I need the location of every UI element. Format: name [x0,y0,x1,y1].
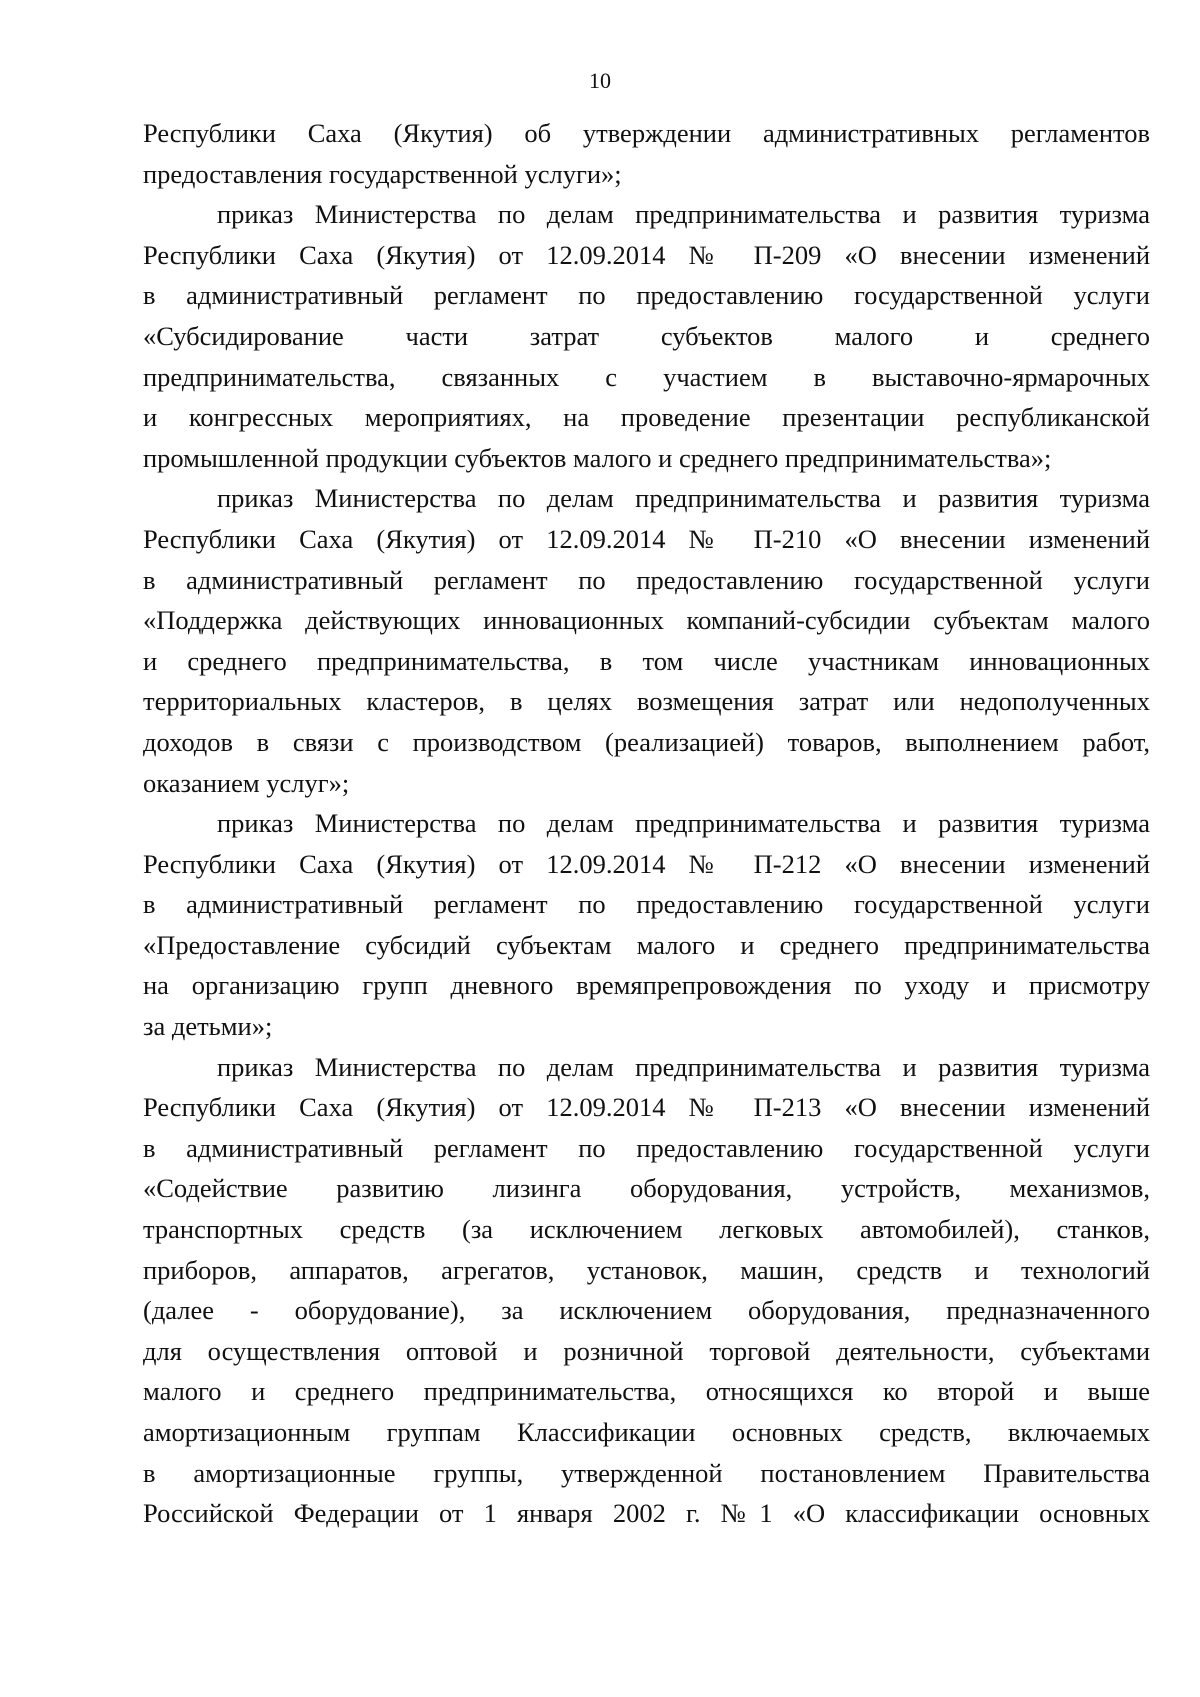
text-line: в административный регламент по предоставлению государственной услуги [143,280,1150,311]
document-body [143,113,1150,1534]
text-line: «Поддержка действующих инновационных компаний-субсидии субъектам малого [143,605,1150,636]
text-line: Российской Федерации от 1 января 2002 г. №1 «О классификации основных [143,1498,1150,1529]
text-line: предоставления государственной услуги»; [143,158,622,189]
text-line: приказ Министерства по делам предпринимательства и развития туризма [217,199,1150,230]
text-line: в амортизационные группы, утвержденной постановлением Правительства [143,1457,1150,1488]
text-line: в административный регламент по предоставлению государственной услуги [143,564,1150,595]
text-line: приказ Министерства по делам предпринимательства и развития туризма [217,1051,1150,1082]
page-number: 10 [589,68,611,93]
text-line: в административный регламент по предоставлению государственной услуги [143,1132,1150,1163]
paragraph [143,194,1150,478]
text-line: «Содействие развитию лизинга оборудования, устройств, механизмов, [143,1173,1150,1204]
text-line: малого и среднего предпринимательства, относящихся ко второй и выше [143,1376,1150,1407]
text-line: доходов в связи с производством (реализацией) товаров, выполнением работ, [143,726,1150,757]
paragraph [143,1047,1150,1534]
paragraph [143,803,1150,1047]
text-line: для осуществления оптовой и розничной торговой деятельности, субъектами [143,1335,1150,1366]
text-line: приказ Министерства по делам предпринимательства и развития туризма [217,483,1150,514]
text-line: «Предоставление субсидий субъектам малого и среднего предпринимательства [143,929,1150,960]
text-line: амортизационным группам Классификации основных средств, включаемых [143,1417,1150,1447]
text-line: приказ Министерства по делам предпринимательства и развития туризма [217,808,1150,839]
text-line: и среднего предпринимательства, в том числе участникам инновационных [143,645,1150,676]
text-line: в административный регламент по предоставлению государственной услуги [143,889,1150,920]
text-line: Республики Саха (Якутия) от 12.09.2014 № П-212 «О внесении изменений [143,848,1150,879]
text-line: предпринимательства, связанных с участием в выставочно-ярмарочных [143,361,1150,392]
paragraph [143,478,1150,803]
text-line: транспортных средств (за исключением легковых автомобилей), станков, [143,1214,1150,1245]
text-line: территориальных кластеров, в целях возмещения затрат или недополученных [143,686,1150,717]
text-line: «Субсидирование части затрат субъектов малого и среднего [143,320,1150,351]
text-line: промышленной продукции субъектов малого и среднего предпринимательства»; [143,442,1052,473]
text-line: (далее - оборудование), за исключением оборудования, предназначенного [143,1295,1150,1326]
text-line: Республики Саха (Якутия) от 12.09.2014 № П-209 «О внесении изменений [143,239,1150,270]
text-line: Республики Саха (Якутия) от 12.09.2014 № П-210 «О внесении изменений [143,523,1150,554]
text-line: за детьми»; [143,1011,273,1042]
text-line: на организацию групп дневного времяпрепровождения по уходу и присмотру [143,970,1150,1001]
text-line: приборов, аппаратов, агрегатов, установок, машин, средств и технологий [143,1254,1150,1285]
text-line: Республики Саха (Якутия) об утверждении административных регламентов [143,118,1150,148]
text-line: оказанием услуг»; [143,767,350,798]
text-line: Республики Саха (Якутия) от 12.09.2014 № П-213 «О внесении изменений [143,1092,1150,1123]
paragraph [143,113,1150,194]
text-line: и конгрессных мероприятиях, на проведение презентации республиканской [143,402,1150,433]
